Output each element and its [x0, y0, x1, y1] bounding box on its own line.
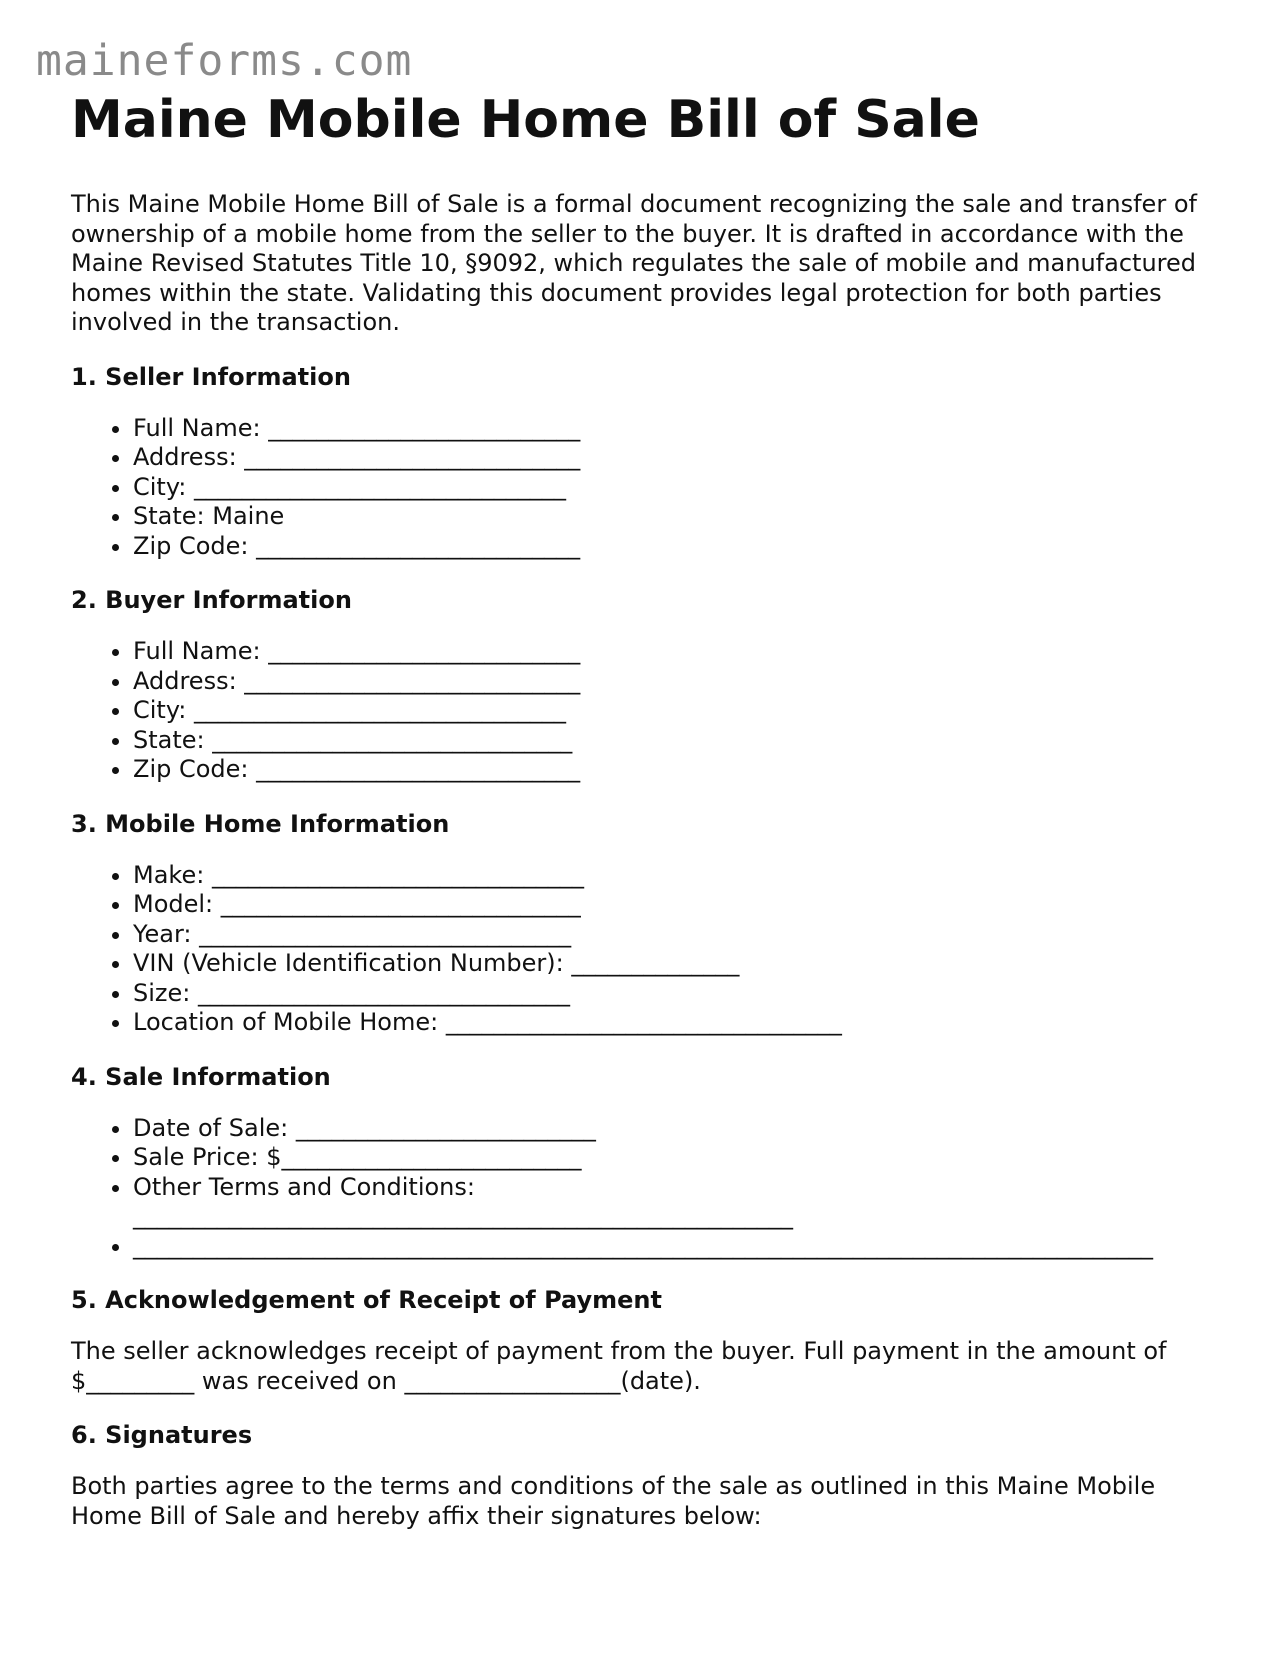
intro-paragraph: This Maine Mobile Home Bill of Sale is a formal document recognizing the sale and transfer of ownership of a mobile home from the seller to the buyer. It is drafted in accordance with the Maine Revised Statutes Title 10, §9092, which regulates the sale of mobile and manufactured homes within the state. Validating this document provides legal protection for both parties involved in the transaction. [71, 190, 1197, 336]
document-title: Maine Mobile Home Bill of Sale [71, 90, 980, 150]
buyer-state: • State: ______________________________ [133, 726, 1231, 756]
buyer-heading: 2. Buyer Information [71, 586, 352, 614]
sale-other-terms: • Other Terms and Conditions: _______________________________________________________ [133, 1173, 853, 1232]
acknowledgement-heading: 5. Acknowledgement of Receipt of Payment [71, 1286, 662, 1314]
buyer-list [71, 637, 1231, 785]
seller-city: • City: _______________________________ [133, 473, 1231, 503]
home-heading: 3. Mobile Home Information [71, 809, 450, 838]
seller-state: • State: Maine [133, 502, 1231, 532]
sale-terms-line: • _____________________________________________________________________________________ [133, 1232, 1231, 1262]
sale-list [71, 1114, 1231, 1262]
home-make: • Make: _______________________________ [133, 861, 1231, 891]
buyer-full-name: • Full Name: __________________________ [133, 637, 1231, 667]
sale-date: • Date of Sale: _________________________ [133, 1114, 1231, 1144]
home-size: • Size: _______________________________ [133, 979, 1231, 1009]
seller-list [71, 414, 1231, 562]
signatures-text: Both parties agree to the terms and conditions of the sale as outlined in this Maine Mobile Home Bill of Sale and hereby affix their signatures below: [71, 1472, 1156, 1530]
buyer-city: • City: _______________________________ [133, 696, 1231, 726]
buyer-zip: • Zip Code: ___________________________ [133, 755, 1231, 785]
home-model: • Model: ______________________________ [133, 890, 1231, 920]
buyer-address: • Address: ____________________________ [133, 667, 1231, 697]
sale-heading: 4. Sale Information [71, 1062, 331, 1091]
sale-price: • Sale Price: $_________________________ [133, 1143, 1231, 1173]
home-year: • Year: _______________________________ [133, 920, 1231, 950]
home-location: • Location of Mobile Home: _________________________________ [133, 1008, 1231, 1038]
seller-zip: • Zip Code: ___________________________ [133, 532, 1231, 562]
home-vin: • VIN (Vehicle Identification Number): ______________ [133, 949, 1231, 979]
document-body [71, 88, 1231, 1531]
acknowledgement-text: The seller acknowledges receipt of payment from the buyer. Full payment in the amount of $_________ was received on __________________(date). [71, 1337, 1167, 1395]
seller-address: • Address: ____________________________ [133, 443, 1231, 473]
signatures-heading: 6. Signatures [71, 1421, 253, 1449]
home-list [71, 861, 1231, 1038]
site-watermark: maineforms.com [36, 36, 413, 86]
seller-full-name: • Full Name: __________________________ [133, 414, 1231, 444]
seller-heading: 1. Seller Information [71, 362, 351, 391]
